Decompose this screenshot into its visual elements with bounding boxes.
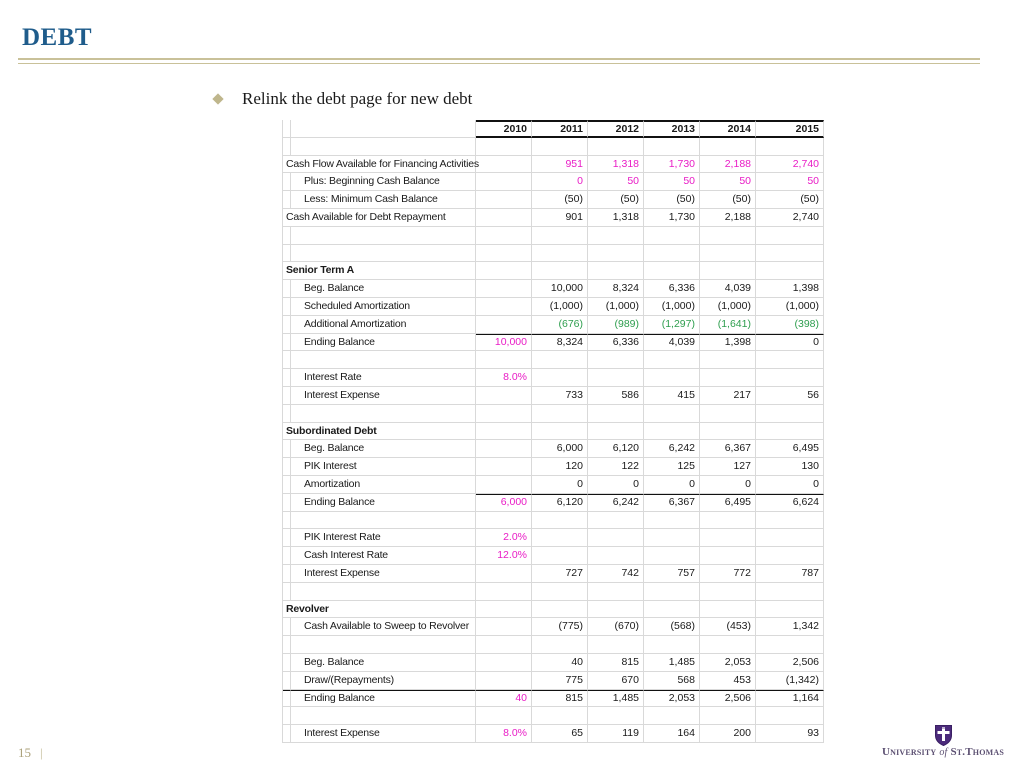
cell-2015: 1,164 — [756, 690, 824, 708]
spacer-cell — [644, 351, 700, 369]
spacer-cell — [756, 138, 824, 156]
cell-2010 — [476, 601, 532, 619]
spacer-cell — [283, 405, 291, 423]
spacer-cell — [476, 583, 532, 601]
corner-cell — [283, 120, 291, 138]
row-label: Interest Expense — [291, 725, 476, 743]
page-number-separator: | — [40, 745, 43, 760]
cell-2012: 8,324 — [588, 280, 644, 298]
spacer-cell — [588, 707, 644, 725]
cell-2010: 8.0% — [476, 725, 532, 743]
cell-2010: 2.0% — [476, 529, 532, 547]
row-indent-cell — [283, 316, 291, 334]
spacer-cell — [700, 707, 756, 725]
cell-2010 — [476, 458, 532, 476]
spacer-cell — [700, 512, 756, 530]
spacer-cell — [588, 227, 644, 245]
row-label: Beg. Balance — [291, 654, 476, 672]
cell-2010 — [476, 618, 532, 636]
row-label: Ending Balance — [291, 334, 476, 352]
spacer-cell — [476, 405, 532, 423]
cell-2010 — [476, 156, 532, 174]
cell-2012 — [588, 423, 644, 441]
spacer-cell — [291, 351, 476, 369]
spacer-cell — [291, 707, 476, 725]
cell-2015: 93 — [756, 725, 824, 743]
cell-2010 — [476, 440, 532, 458]
year-header: 2012 — [588, 120, 644, 138]
spacer-cell — [644, 583, 700, 601]
cell-2011 — [532, 601, 588, 619]
spacer-cell — [283, 351, 291, 369]
cell-2012 — [588, 262, 644, 280]
spacer-cell — [291, 636, 476, 654]
diamond-bullet-icon — [212, 93, 223, 104]
spacer-cell — [756, 351, 824, 369]
row-indent-cell — [283, 494, 291, 512]
university-logo — [878, 725, 1008, 758]
cell-2012: (989) — [588, 316, 644, 334]
spacer-cell — [644, 405, 700, 423]
cell-2010 — [476, 316, 532, 334]
cell-2010: 40 — [476, 690, 532, 708]
spacer-cell — [756, 227, 824, 245]
cell-2014: 2,188 — [700, 156, 756, 174]
spacer-cell — [532, 405, 588, 423]
cell-2012: 670 — [588, 672, 644, 690]
spacer-cell — [700, 405, 756, 423]
cell-2013: 0 — [644, 476, 700, 494]
cell-2013 — [644, 601, 700, 619]
year-header: 2010 — [476, 120, 532, 138]
row-label: Senior Term A — [283, 262, 476, 280]
cell-2014 — [700, 262, 756, 280]
cell-2015: (398) — [756, 316, 824, 334]
cell-2011: 6,120 — [532, 494, 588, 512]
cell-2010: 6,000 — [476, 494, 532, 512]
row-label: Interest Rate — [291, 369, 476, 387]
page-number — [18, 745, 43, 761]
cell-2012: 815 — [588, 654, 644, 672]
spacer-cell — [283, 636, 291, 654]
cell-2015 — [756, 262, 824, 280]
cell-2013: 1,730 — [644, 156, 700, 174]
cell-2013: (50) — [644, 191, 700, 209]
cell-2015: 2,506 — [756, 654, 824, 672]
row-indent-cell — [283, 458, 291, 476]
university-logo-text — [882, 747, 1004, 758]
spacer-cell — [532, 138, 588, 156]
row-indent-cell — [283, 618, 291, 636]
cell-2011: 775 — [532, 672, 588, 690]
logo-text-university: University — [881, 746, 937, 758]
cell-2012 — [588, 601, 644, 619]
spacer-cell — [283, 583, 291, 601]
cell-2013 — [644, 529, 700, 547]
spacer-cell — [588, 583, 644, 601]
cell-2010 — [476, 280, 532, 298]
row-label: Interest Expense — [291, 387, 476, 405]
cell-2014: (453) — [700, 618, 756, 636]
cell-2012: 742 — [588, 565, 644, 583]
spacer-cell — [588, 405, 644, 423]
cell-2015: 0 — [756, 334, 824, 352]
row-indent-cell — [283, 547, 291, 565]
cell-2014: 1,398 — [700, 334, 756, 352]
row-label: Scheduled Amortization — [291, 298, 476, 316]
cell-2010 — [476, 262, 532, 280]
year-header: 2013 — [644, 120, 700, 138]
spacer-cell — [532, 227, 588, 245]
bullet-item — [214, 89, 472, 109]
cell-2014: 50 — [700, 173, 756, 191]
cell-2013 — [644, 262, 700, 280]
cell-2013: 2,053 — [644, 690, 700, 708]
cell-2015 — [756, 369, 824, 387]
logo-text-st-thomas: St.Thomas — [950, 746, 1005, 758]
cell-2015: (1,000) — [756, 298, 824, 316]
cell-2014: (50) — [700, 191, 756, 209]
cell-2010 — [476, 173, 532, 191]
cell-2014: 127 — [700, 458, 756, 476]
cell-2012: 0 — [588, 476, 644, 494]
cell-2010 — [476, 672, 532, 690]
spacer-cell — [532, 512, 588, 530]
cell-2011: 951 — [532, 156, 588, 174]
row-indent-cell — [283, 440, 291, 458]
spacer-cell — [532, 707, 588, 725]
cell-2013: 1,730 — [644, 209, 700, 227]
page-number-value: 15 — [18, 745, 31, 760]
cell-2011 — [532, 369, 588, 387]
year-header: 2011 — [532, 120, 588, 138]
row-indent-cell — [283, 690, 291, 708]
cell-2012: 6,120 — [588, 440, 644, 458]
spacer-cell — [476, 707, 532, 725]
cell-2013: 125 — [644, 458, 700, 476]
spacer-cell — [644, 138, 700, 156]
row-indent-cell — [283, 387, 291, 405]
spacer-cell — [532, 351, 588, 369]
spacer-cell — [291, 583, 476, 601]
cell-2014: 772 — [700, 565, 756, 583]
cell-2011: 120 — [532, 458, 588, 476]
row-indent-cell — [283, 654, 291, 672]
spacer-cell — [532, 245, 588, 263]
cell-2013: 757 — [644, 565, 700, 583]
cell-2011: (50) — [532, 191, 588, 209]
cell-2014: 4,039 — [700, 280, 756, 298]
row-label: Draw/(Repayments) — [291, 672, 476, 690]
cell-2012: 1,485 — [588, 690, 644, 708]
cell-2015: 6,624 — [756, 494, 824, 512]
spacer-cell — [644, 707, 700, 725]
cell-2010: 10,000 — [476, 334, 532, 352]
row-label: Cash Available to Sweep to Revolver — [291, 618, 476, 636]
spacer-cell — [644, 636, 700, 654]
cell-2013: (1,297) — [644, 316, 700, 334]
row-label: Interest Expense — [291, 565, 476, 583]
debt-table — [282, 120, 824, 743]
cell-2010 — [476, 565, 532, 583]
cell-2011 — [532, 547, 588, 565]
spacer-cell — [588, 636, 644, 654]
cell-2014: (1,000) — [700, 298, 756, 316]
row-label: Plus: Beginning Cash Balance — [291, 173, 476, 191]
cell-2014 — [700, 369, 756, 387]
spacer-cell — [644, 245, 700, 263]
cell-2014 — [700, 529, 756, 547]
cell-2015: 50 — [756, 173, 824, 191]
cell-2012: 586 — [588, 387, 644, 405]
cell-2015: 56 — [756, 387, 824, 405]
cell-2010 — [476, 298, 532, 316]
cell-2010 — [476, 191, 532, 209]
row-indent-cell — [283, 672, 291, 690]
cell-2012: (1,000) — [588, 298, 644, 316]
cell-2015: 1,342 — [756, 618, 824, 636]
spacer-cell — [291, 138, 476, 156]
spacer-cell — [588, 245, 644, 263]
cell-2014 — [700, 423, 756, 441]
cell-2012: 1,318 — [588, 209, 644, 227]
cell-2010: 12.0% — [476, 547, 532, 565]
spacer-cell — [700, 351, 756, 369]
cell-2015: (1,342) — [756, 672, 824, 690]
row-indent-cell — [283, 298, 291, 316]
spacer-cell — [756, 405, 824, 423]
row-label: Additional Amortization — [291, 316, 476, 334]
cell-2015: 6,495 — [756, 440, 824, 458]
spacer-cell — [291, 405, 476, 423]
cell-2011: (775) — [532, 618, 588, 636]
row-indent-cell — [283, 476, 291, 494]
cell-2015 — [756, 423, 824, 441]
spacer-cell — [756, 512, 824, 530]
spacer-cell — [476, 512, 532, 530]
row-label: PIK Interest Rate — [291, 529, 476, 547]
cell-2013: 1,485 — [644, 654, 700, 672]
cell-2010 — [476, 476, 532, 494]
cell-2013 — [644, 369, 700, 387]
cell-2010 — [476, 387, 532, 405]
row-label: Amortization — [291, 476, 476, 494]
cell-2011 — [532, 423, 588, 441]
spacer-cell — [291, 245, 476, 263]
row-label: Ending Balance — [291, 494, 476, 512]
row-indent-cell — [283, 565, 291, 583]
spacer-cell — [644, 512, 700, 530]
spacer-cell — [283, 138, 291, 156]
spacer-cell — [700, 636, 756, 654]
row-indent-cell — [283, 529, 291, 547]
spacer-cell — [476, 636, 532, 654]
row-label: Revolver — [283, 601, 476, 619]
spacer-cell — [700, 138, 756, 156]
row-label: Cash Flow Available for Financing Activities — [283, 156, 476, 174]
cell-2014: 2,188 — [700, 209, 756, 227]
cell-2013: (568) — [644, 618, 700, 636]
spacer-cell — [588, 138, 644, 156]
spacer-cell — [700, 245, 756, 263]
row-indent-cell — [283, 191, 291, 209]
cell-2013: 568 — [644, 672, 700, 690]
cell-2011: 901 — [532, 209, 588, 227]
spacer-cell — [291, 512, 476, 530]
cell-2014 — [700, 601, 756, 619]
row-indent-cell — [283, 334, 291, 352]
cell-2010 — [476, 423, 532, 441]
spacer-cell — [476, 227, 532, 245]
cell-2013: (1,000) — [644, 298, 700, 316]
cell-2012 — [588, 547, 644, 565]
cell-2012 — [588, 529, 644, 547]
spacer-cell — [756, 245, 824, 263]
cell-2010 — [476, 209, 532, 227]
cell-2014: 200 — [700, 725, 756, 743]
cell-2015 — [756, 529, 824, 547]
cell-2011: (1,000) — [532, 298, 588, 316]
logo-text-of: of — [939, 747, 948, 758]
year-header: 2015 — [756, 120, 824, 138]
corner-cell — [291, 120, 476, 138]
cell-2012: 6,336 — [588, 334, 644, 352]
spacer-cell — [756, 636, 824, 654]
row-label: Subordinated Debt — [283, 423, 476, 441]
cell-2015 — [756, 547, 824, 565]
cell-2013: 4,039 — [644, 334, 700, 352]
cell-2012 — [588, 369, 644, 387]
row-label: Beg. Balance — [291, 440, 476, 458]
row-label: PIK Interest — [291, 458, 476, 476]
row-label: Less: Minimum Cash Balance — [291, 191, 476, 209]
shield-cross-icon — [935, 725, 952, 746]
spacer-cell — [532, 636, 588, 654]
cell-2011: 6,000 — [532, 440, 588, 458]
cell-2015: 130 — [756, 458, 824, 476]
spacer-cell — [476, 138, 532, 156]
cell-2014: 453 — [700, 672, 756, 690]
cell-2011: 65 — [532, 725, 588, 743]
spacer-cell — [283, 707, 291, 725]
row-label: Cash Interest Rate — [291, 547, 476, 565]
spacer-cell — [476, 245, 532, 263]
row-label: Ending Balance — [291, 690, 476, 708]
spacer-cell — [588, 351, 644, 369]
cell-2012: 1,318 — [588, 156, 644, 174]
cell-2011 — [532, 529, 588, 547]
cell-2014: (1,641) — [700, 316, 756, 334]
cell-2015: 1,398 — [756, 280, 824, 298]
cell-2015: 787 — [756, 565, 824, 583]
cell-2011: 733 — [532, 387, 588, 405]
cell-2014: 217 — [700, 387, 756, 405]
cell-2011: 8,324 — [532, 334, 588, 352]
spacer-cell — [700, 227, 756, 245]
spacer-cell — [588, 512, 644, 530]
row-label: Beg. Balance — [291, 280, 476, 298]
row-indent-cell — [283, 369, 291, 387]
cell-2013: 164 — [644, 725, 700, 743]
spacer-cell — [756, 707, 824, 725]
spacer-cell — [700, 583, 756, 601]
cell-2015: (50) — [756, 191, 824, 209]
cell-2015: 2,740 — [756, 156, 824, 174]
row-label: Cash Available for Debt Repayment — [283, 209, 476, 227]
cell-2014: 2,053 — [700, 654, 756, 672]
spacer-cell — [283, 245, 291, 263]
cell-2012: 122 — [588, 458, 644, 476]
cell-2014: 6,495 — [700, 494, 756, 512]
cell-2013: 6,242 — [644, 440, 700, 458]
page-title: DEBT — [22, 24, 93, 51]
cell-2013 — [644, 423, 700, 441]
spacer-cell — [476, 351, 532, 369]
cell-2010 — [476, 654, 532, 672]
spacer-cell — [532, 583, 588, 601]
spacer-cell — [644, 227, 700, 245]
spacer-cell — [291, 227, 476, 245]
cell-2013 — [644, 547, 700, 565]
cell-2014 — [700, 547, 756, 565]
spacer-cell — [756, 583, 824, 601]
cell-2011: 0 — [532, 173, 588, 191]
cell-2013: 6,336 — [644, 280, 700, 298]
cell-2011: (676) — [532, 316, 588, 334]
cell-2012: 50 — [588, 173, 644, 191]
row-indent-cell — [283, 725, 291, 743]
cell-2015 — [756, 601, 824, 619]
cell-2013: 6,367 — [644, 494, 700, 512]
cell-2011: 40 — [532, 654, 588, 672]
cell-2011: 815 — [532, 690, 588, 708]
cell-2010: 8.0% — [476, 369, 532, 387]
bullet-text: Relink the debt page for new debt — [242, 89, 473, 108]
row-indent-cell — [283, 173, 291, 191]
cell-2012: (50) — [588, 191, 644, 209]
cell-2011 — [532, 262, 588, 280]
year-header: 2014 — [700, 120, 756, 138]
cell-2011: 0 — [532, 476, 588, 494]
title-divider — [18, 58, 980, 64]
cell-2014: 2,506 — [700, 690, 756, 708]
cell-2014: 6,367 — [700, 440, 756, 458]
cell-2012: (670) — [588, 618, 644, 636]
cell-2011: 727 — [532, 565, 588, 583]
cell-2011: 10,000 — [532, 280, 588, 298]
cell-2012: 6,242 — [588, 494, 644, 512]
row-indent-cell — [283, 280, 291, 298]
cell-2013: 50 — [644, 173, 700, 191]
spacer-cell — [283, 227, 291, 245]
cell-2015: 2,740 — [756, 209, 824, 227]
cell-2013: 415 — [644, 387, 700, 405]
cell-2015: 0 — [756, 476, 824, 494]
cell-2012: 119 — [588, 725, 644, 743]
cell-2014: 0 — [700, 476, 756, 494]
spacer-cell — [283, 512, 291, 530]
